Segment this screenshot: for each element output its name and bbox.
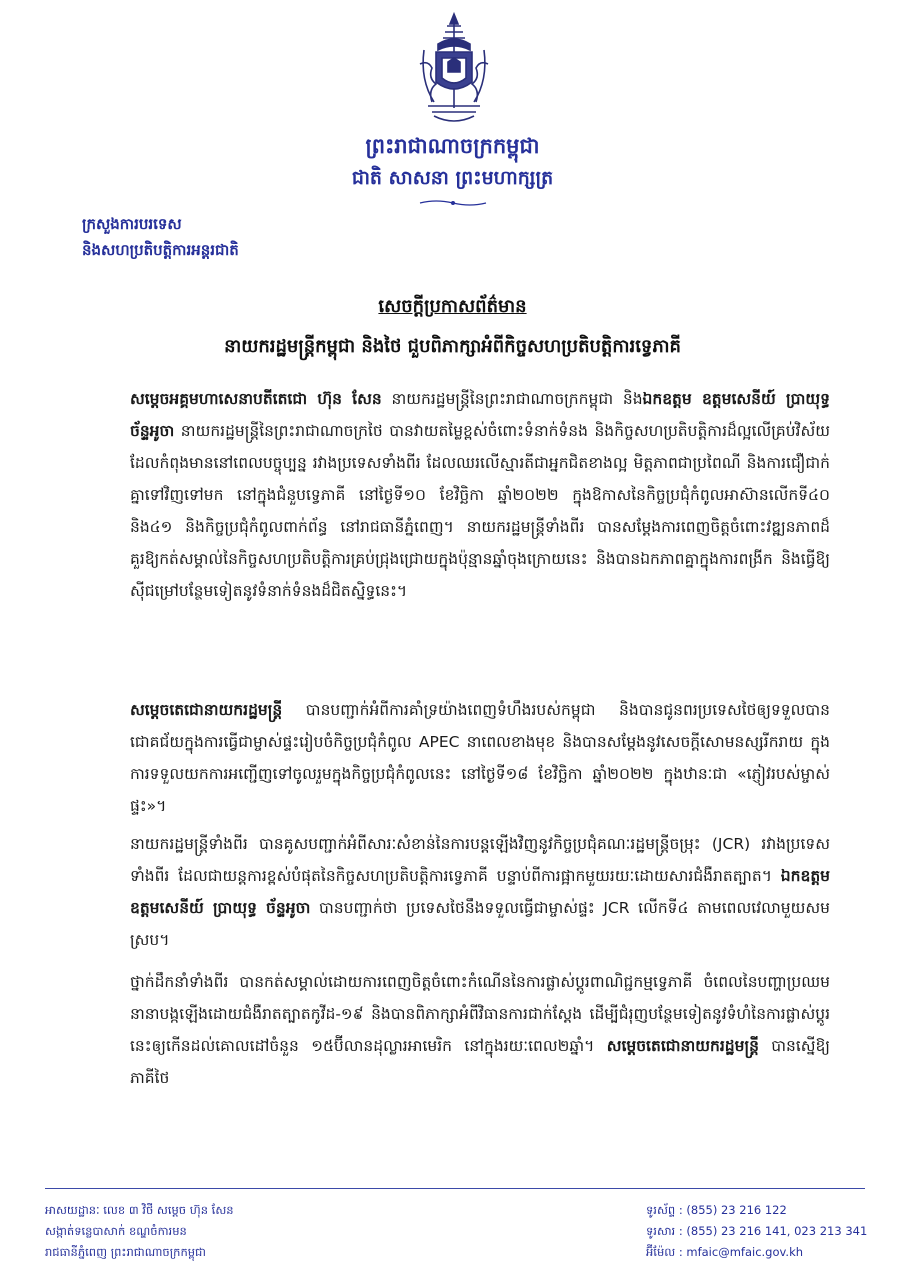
paragraph-text: នាយករដ្ឋមន្ត្រីនៃព្រះរាជាណាចក្រថៃ បានវាយតម្លៃខ្ពស់ចំពោះទំនាក់ទំនង និងកិច្ចសហប្រតិបត្តិការដ៏ល្អលើគ្រប់វិស័យដែលកំពុងមាននៅពេលបច្ចុប្បន្ន រវាងប្រទេសទាំងពីរ ដែលឈរលើស្មារតីជាអ្នកជិតខាងល្អ មិត្តភាពជាប្រពៃណី និងការជឿជាក់គ្នាទៅវិញទៅមក នៅក្នុងជំនួបទ្វេភាគី នៅថ្ងៃទី១០ ខែវិច្ឆិកា ឆ្នាំ២០២២ ក្នុងឱកាសនៃកិច្ចប្រជុំកំពូលអាស៊ានលើកទី៤០ និង៤១ និងកិច្ចប្រជុំកំពូលពាក់ព័ន្ធ នៅរាជធានីភ្នំពេញ។ នាយករដ្ឋមន្ត្រីទាំងពីរ បានសម្ដែងការពេញចិត្តចំពោះវឌ្ឍនភាពដ៏គួរឱ្យកត់សម្គាល់នៃកិច្ចសហប្រតិបត្តិការគ្រប់ជ្រុងជ្រោយក្នុងប៉ុន្មានឆ្នាំចុងក្រោយនេះ និងបានឯកភាពគ្នាក្នុងការពង្រីក និងធ្វើឱ្យស៊ីជម្រៅបន្ថែមទៀតនូវទំនាក់ទំនងដ៏ជិតស្និទ្ធនេះ។ <box>130 422 830 600</box>
divider-ornament-icon <box>418 198 488 208</box>
paragraph-text: នាយករដ្ឋមន្ត្រីទាំងពីរ បានគូសបញ្ជាក់អំពីសារៈសំខាន់នៃការបន្តឡើងវិញនូវកិច្ចប្រជុំគណៈរដ្ឋមន្ត្រីចម្រុះ (JCR) រវាងប្រទេសទាំងពីរ ដែលជាយន្តការខ្ពស់បំផុតនៃកិច្ចសហប្រតិបត្តិការទ្វេភាគី បន្ទាប់ពីការផ្អាកមួយរយៈដោយសារជំងឺរាតត្បាត។ <box>130 835 830 885</box>
ministry-name-line2: និងសហប្រតិបត្តិការអន្តរជាតិ <box>82 241 239 259</box>
speaker-name-bold: សម្ដេចតេជោនាយករដ្ឋមន្ត្រី <box>606 1037 759 1055</box>
email-address[interactable]: អ៊ីម៉ែល : mfaic@mfaic.gov.kh <box>646 1245 804 1259</box>
paragraph-text: បានស្នើឱ្យភាគីថៃ <box>130 1037 830 1087</box>
paragraph-3 <box>130 828 830 956</box>
ministry-name: ក្រសួងការបរទេស <box>82 215 182 233</box>
paragraph-text: បានបញ្ជាក់អំពីការគាំទ្រយ៉ាងពេញទំហឹងរបស់កម្ពុជា និងបានជូនពរប្រទេសថៃឲ្យទទួលបានជោគជ័យក្នុងការធ្វើជាម្ចាស់ផ្ទះរៀបចំកិច្ចប្រជុំកំពូល APEC នាពេលខាងមុខ និងបានសម្ដែងនូវសេចក្ដីសោមនស្សរីករាយ ក្នុងការទទួលយកការអញ្ជើញទៅចូលរួមក្នុងកិច្ចប្រជុំកំពូលនេះ នៅថ្ងៃទី១៨ ខែវិច្ឆិកា ឆ្នាំ២០២២ ក្នុងឋានៈជា «ភ្ញៀវរបស់ម្ចាស់ផ្ទះ»។ <box>130 701 830 815</box>
footer-address <box>45 1200 234 1263</box>
footer-divider <box>45 1188 865 1189</box>
speaker-name-bold: សម្ដេចតេជោនាយករដ្ឋមន្ត្រី <box>130 701 283 719</box>
paragraph-text: នាយករដ្ឋមន្ត្រីនៃព្រះរាជាណាចក្រកម្ពុជា និង <box>381 390 643 408</box>
paragraph-1 <box>130 383 830 607</box>
fax-number: ទូរសារ : (855) 23 216 141, 023 213 341 <box>646 1224 868 1238</box>
document-type-heading: សេចក្តីប្រកាសព័ត៌មាន <box>378 296 527 317</box>
footer-contacts <box>646 1200 867 1263</box>
address-line-3: រាជធានីភ្នំពេញ ព្រះរាជាណាចក្រកម្ពុជា <box>45 1245 206 1259</box>
document-title: នាយករដ្ឋមន្ត្រីកម្ពុជា និងថៃ ជួបពិភាក្សាអំពីកិច្ចសហប្រតិបត្តិការទ្វេភាគី <box>224 336 681 357</box>
phone-number: ទូរស័ព្ទ : (855) 23 216 122 <box>646 1203 787 1217</box>
paragraph-text: បានបញ្ជាក់ថា ប្រទេសថៃនឹងទទួលធ្វើជាម្ចាស់ផ្ទះ JCR លើកទី៤ តាមពេលវេលាមួយសមស្រប។ <box>130 899 830 949</box>
royal-coat-of-arms-icon <box>414 10 494 128</box>
counterpart-name-bold: ឯកឧត្តម ឧត្តមសេនីយ៍ ប្រាយុទ្ធ ច័ន្ទអូចា <box>130 390 830 440</box>
address-line-2: សង្កាត់ទន្លេបាសាក់ ខណ្ឌចំការមន <box>45 1224 187 1238</box>
paragraph-text: ថ្នាក់ដឹកនាំទាំងពីរ បានកត់សម្គាល់ដោយការពេញចិត្តចំពោះកំណើននៃការផ្លាស់ប្ដូរពាណិជ្ជកម្មទ្វេភាគី ចំពេលនៃបញ្ហាប្រឈមនានាបង្កឡើងដោយជំងឺរាតត្បាតកូវីដ-១៩ និងបានពិភាក្សាអំពីវិធានការជាក់ស្ដែង ដើម្បីជំរុញបន្ថែមទៀតនូវទំហំនៃការផ្លាស់ប្ដូរនេះឲ្យកើនដល់គោលដៅចំនួន ១៥ប៊ីលានដុល្លារអាមេរិក នៅក្នុងរយៈពេល២ឆ្នាំ។ <box>130 973 830 1055</box>
address-line-1: អាសយដ្ឋានៈ លេខ ៣ វិថី សម្ដេច ហ៊ុន សែន <box>45 1203 234 1217</box>
paragraph-2 <box>130 694 830 822</box>
speaker-name-bold: សម្ដេចអគ្គមហាសេនាបតីតេជោ ហ៊ុន សែន <box>130 390 382 408</box>
national-motto: ជាតិ សាសនា ព្រះមហាក្សត្រ <box>351 167 554 189</box>
kingdom-name: ព្រះរាជាណាចក្រកម្ពុជា <box>365 133 540 158</box>
counterpart-name-bold: ឯកឧត្តម ឧត្តមសេនីយ៍ ប្រាយុទ្ធ ច័ន្ទអូចា <box>130 867 830 917</box>
paragraph-4 <box>130 966 830 1094</box>
